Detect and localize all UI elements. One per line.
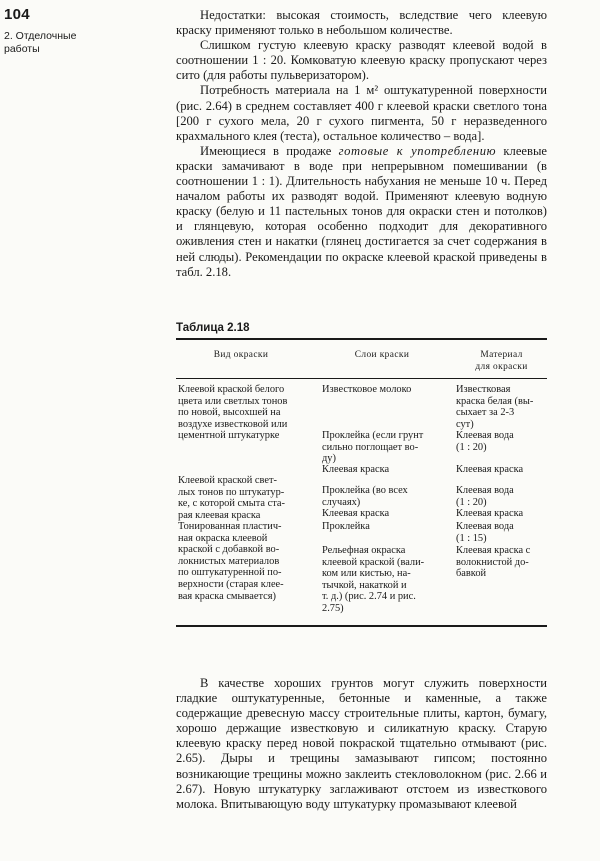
paragraph-dilution: Слишком густую клеевую краску разводят клеевой водой в соотношении 1 : 20. Комковатую клеевую краску пропускают через сито (для работы пульверизатором).: [176, 38, 547, 83]
table-cell-type-light: Клеевой краской свет- лых тонов по штукатур- ке, с которой смыта ста- рая клеевая краска: [178, 475, 285, 521]
table-header-layers: Слои краски: [354, 350, 410, 360]
table-cell-layer-lime-milk: Известковое молоко: [322, 384, 412, 395]
ready-paints-emphasis: готовые к употреблению: [338, 143, 497, 158]
paragraph-ready-paints: [176, 144, 547, 280]
paragraph-consumption: Потребность материала на 1 м² оштукатуренной поверхности (рис. 2.64) в среднем составляет 400 г клеевой краски светлого тона [200 г сухого мела, 20 г сухого пигмента, 50 г неразведенного крахмального клея (теста), остальное количество – вода].: [176, 83, 547, 143]
table-top-rule: [176, 338, 547, 340]
paragraph-primers: В качестве хороших грунтов могут служить поверхности гладкие оштукатуренные, бетонные и каменные, а также содержащие древесную массу строительные плиты, картон, бумагу, хорошо держащие известковую и силикатную краску. Старую клеевую краску перед новой покраской тщательно отмывают (рис. 2.65). Дыры и трещины замазывают гипсом; постоянно возникающие трещины можно заклеить стекловолокном (рис. 2.66 и 2.67). Новую штукатурку заглаживают отстоем из известкового молока. Впитывающую воду штукатурку промазывают клеевой: [176, 676, 547, 811]
table-bottom-rule: [176, 625, 547, 627]
table-header-type: Вид окраски: [213, 350, 269, 360]
table-cell-layer-glue-paint-1: Клеевая краска: [322, 464, 390, 475]
table-cell-layer-sizing-2: Проклейка (во всех случаях): [322, 485, 408, 508]
lower-text-block: [176, 676, 547, 812]
table-cell-material-lime-paint: Известковая краска белая (вы- сыхает за 2-3 сут): [456, 384, 534, 430]
table-cell-layer-sizing-1: Проклейка (если грунт сильно поглощает во- ду): [322, 430, 424, 465]
table-header-material: Материал для окраски: [475, 350, 528, 372]
table-cell-material-glue-paint-1: Клеевая краска: [456, 464, 524, 475]
table-cell-material-glue-water-1: Клеевая вода (1 : 20): [456, 430, 514, 453]
table-cell-type-white: Клеевой краской белого цвета или светлых тонов по новой, высохшей на воздухе известковой или цементной штукатурке: [178, 384, 288, 442]
table-cell-material-glue-paint-2: Клеевая краска: [456, 508, 524, 519]
ready-paints-prefix: Имеющиеся в продаже: [200, 143, 332, 158]
table-cell-material-glue-water-3: Клеевая вода (1 : 15): [456, 521, 514, 544]
section-title: 2. Отделочные работы: [4, 30, 77, 55]
table-cell-layer-glue-paint-2: Клеевая краска: [322, 508, 390, 519]
paragraph-disadvantages: Недостатки: высокая стоимость, вследствие чего клеевую краску применяют только в небольшом количестве.: [176, 8, 547, 38]
table-caption: Таблица 2.18: [176, 322, 250, 334]
table-header-rule: [176, 378, 547, 379]
painting-table: [176, 338, 547, 628]
ready-paints-text: клеевые краски замачивают в воде при непрерывном помешивании (в соотношении 1 : 1). Длительность набухания не меньше 10 ч. Перед началом работы их разводят водой. Применяют клеевую водную краску (белую и 11 пастельных тонов для окраски стен и потолков) и глянцевую, которая особенно подходит для декоративного оживления стен и накатки (глянец достигается за счет содержания в ней слюды). Рекомендации по окраске клеевой краской приведены в табл. 2.18.: [176, 143, 548, 279]
table-cell-layer-relief: Рельефная окраска клеевой краской (вали- ком или кистью, на- тычкой, накаткой и т. д.) (рис. 2.74 и рис. 2.75): [322, 545, 425, 614]
table-cell-material-fibrous: Клеевая краска с волокнистой до- бавкой: [456, 545, 531, 580]
main-text-block: [176, 8, 547, 280]
table-cell-layer-sizing-3: Проклейка: [322, 521, 370, 532]
table-cell-type-tinted: Тонированная пластич- ная окраска клеевой краской с добавкой во- локнистых материалов по оштукатуренной по- верхности (старая клее- вая краска смывается): [178, 521, 284, 602]
page-number: 104: [4, 6, 30, 23]
table-cell-material-glue-water-2: Клеевая вода (1 : 20): [456, 485, 514, 508]
